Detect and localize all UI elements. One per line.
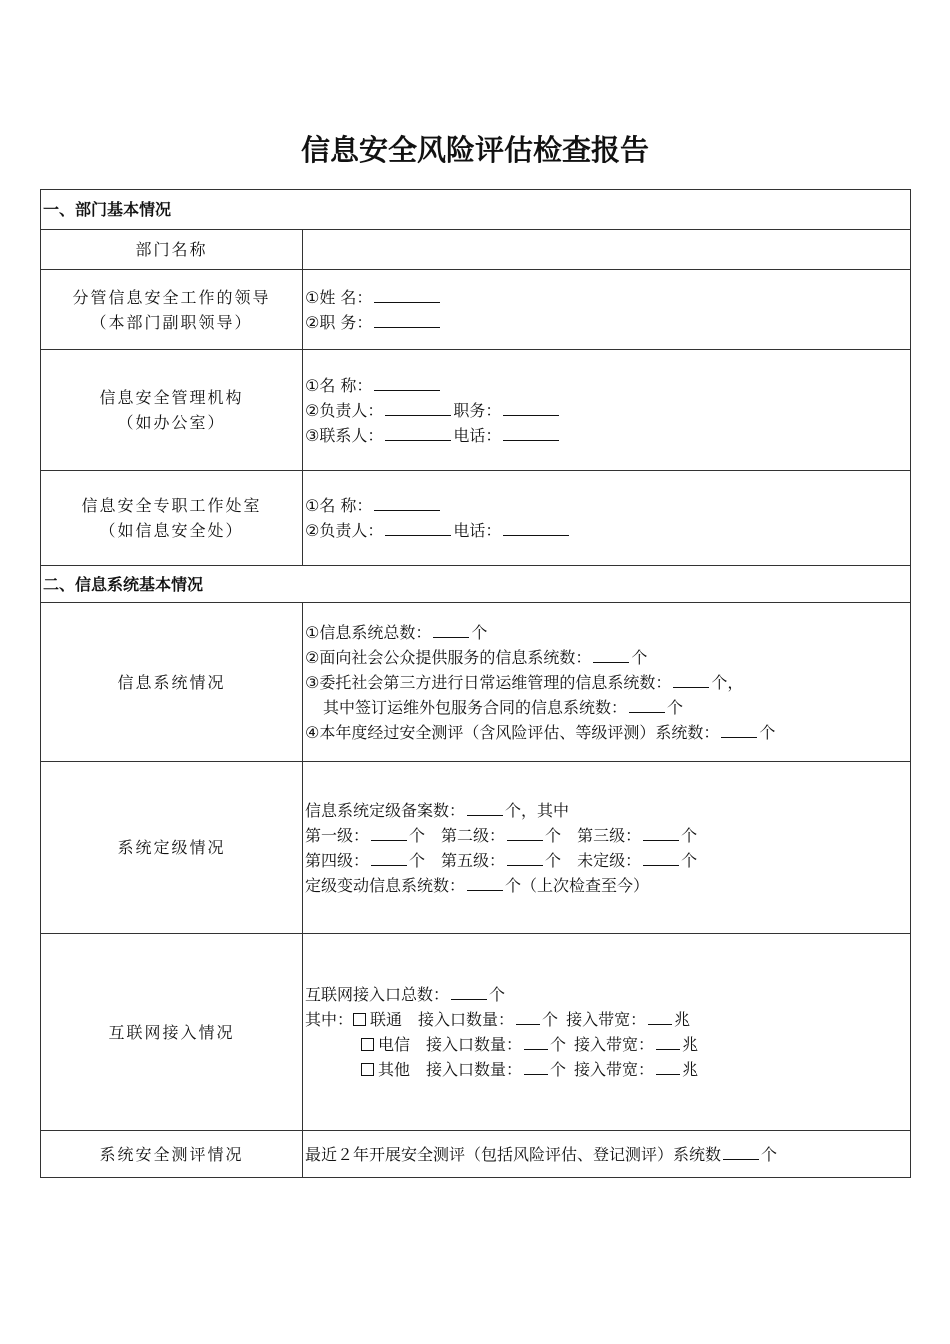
row-internet <box>41 934 911 1131</box>
unit-text: 个 <box>550 1035 567 1054</box>
telecom-checkbox[interactable] <box>361 1038 374 1051</box>
level2-blank[interactable] <box>507 824 543 841</box>
systems-public-blank[interactable] <box>593 646 629 663</box>
systems-outsourced-blank[interactable] <box>673 671 709 688</box>
org-contact-label: ③联系人： <box>305 425 384 445</box>
row-leader <box>41 270 911 350</box>
level5-label: 第五级： <box>441 850 506 870</box>
section-dept-header <box>41 190 911 230</box>
level5-blank[interactable] <box>507 849 543 866</box>
eval-text: 最近２年开展安全测评（包括风险评估、登记测评）系统数 <box>305 1144 722 1164</box>
leader-title-blank[interactable] <box>374 311 440 328</box>
level1-label: 第一级： <box>305 825 370 845</box>
office-head-label: ②负责人： <box>305 521 384 540</box>
unit-text: 个（上次检查至今） <box>505 875 650 895</box>
internet-prefix: 其中： <box>305 1010 354 1029</box>
other-isp-checkbox[interactable] <box>361 1063 374 1076</box>
bandwidth-label: 接入带宽： <box>566 1010 647 1029</box>
row-org <box>41 350 911 471</box>
unicom-label: 联通 <box>370 1010 403 1029</box>
internet-fields <box>303 934 911 1131</box>
internet-total-blank[interactable] <box>451 983 487 1000</box>
telecom-bandwidth-blank[interactable] <box>656 1033 680 1050</box>
internet-label: 互联网接入情况 <box>41 934 303 1131</box>
systems-public-label: ②面向社会公众提供服务的信息系统数： <box>305 647 592 667</box>
ports-label: 接入口数量： <box>418 1010 515 1029</box>
unit-text: 个 <box>759 722 776 742</box>
section-heading: 一、部门基本情况 <box>41 190 911 230</box>
level3-blank[interactable] <box>643 824 679 841</box>
row-systems <box>41 603 911 762</box>
row-grading <box>41 762 911 934</box>
level1-blank[interactable] <box>371 824 407 841</box>
level2-label: 第二级： <box>441 825 506 845</box>
unit-text: 个，其中 <box>505 800 570 820</box>
other-isp-label: 其他 <box>378 1060 411 1079</box>
leader-name-label: ①姓 名： <box>305 287 373 307</box>
org-label-line1: 信息安全管理机构 <box>99 388 244 407</box>
report-form <box>40 189 911 1178</box>
office-head-blank[interactable] <box>385 519 451 536</box>
eval-label: 系统安全测评情况 <box>41 1131 303 1178</box>
other-ports-blank[interactable] <box>524 1058 548 1075</box>
bandwidth-label: 接入带宽： <box>574 1035 655 1054</box>
unicom-ports-blank[interactable] <box>516 1008 540 1025</box>
telecom-label: 电信 <box>378 1035 411 1054</box>
systems-total-label: ①信息系统总数： <box>305 622 432 642</box>
unit-text: 个 <box>631 647 648 667</box>
other-bandwidth-blank[interactable] <box>656 1058 680 1075</box>
unit-text: 个 <box>681 850 698 870</box>
eval-fields <box>303 1131 911 1178</box>
internet-total-label: 互联网接入口总数： <box>305 985 450 1004</box>
grading-changed-label: 定级变动信息系统数： <box>305 875 466 895</box>
ports-label: 接入口数量： <box>426 1060 523 1079</box>
grading-filed-label: 信息系统定级备案数： <box>305 800 466 820</box>
unit-text: 个 <box>489 985 506 1004</box>
systems-evaluated-blank[interactable] <box>721 721 757 738</box>
leader-fields <box>303 270 911 350</box>
ungraded-blank[interactable] <box>643 849 679 866</box>
org-phone-blank[interactable] <box>503 424 559 441</box>
leader-title-label: ②职 务： <box>305 312 373 332</box>
org-head-title-blank[interactable] <box>503 399 559 416</box>
org-head-label: ②负责人： <box>305 400 384 420</box>
eval-count-blank[interactable] <box>723 1143 759 1160</box>
unit-text: 个 <box>550 1060 567 1079</box>
level4-label: 第四级： <box>305 850 370 870</box>
grading-fields <box>303 762 911 934</box>
systems-contract-blank[interactable] <box>629 696 665 713</box>
org-fields <box>303 350 911 471</box>
org-head-blank[interactable] <box>385 399 451 416</box>
office-fields <box>303 471 911 566</box>
grading-changed-blank[interactable] <box>467 874 503 891</box>
unit-text: 个 <box>471 622 488 642</box>
unicom-bandwidth-blank[interactable] <box>648 1008 672 1025</box>
systems-contract-label: 其中签订运维外包服务合同的信息系统数： <box>323 697 628 717</box>
office-name-label: ①名 称： <box>305 496 373 515</box>
org-name-label: ①名 称： <box>305 375 373 395</box>
mbps-unit: 兆 <box>682 1035 699 1054</box>
unit-text: 个 <box>667 697 684 717</box>
systems-label: 信息系统情况 <box>41 603 303 762</box>
level4-blank[interactable] <box>371 849 407 866</box>
section-systems-header <box>41 566 911 603</box>
unit-text: 个 <box>409 825 426 845</box>
office-name-blank[interactable] <box>374 494 440 511</box>
row-office <box>41 471 911 566</box>
office-label-line2: （如信息安全处） <box>99 521 244 540</box>
ungraded-label: 未定级： <box>577 850 642 870</box>
grading-label: 系统定级情况 <box>41 762 303 934</box>
leader-label-line1: 分管信息安全工作的领导 <box>72 287 271 307</box>
systems-total-blank[interactable] <box>433 621 469 638</box>
section-heading: 二、信息系统基本情况 <box>41 566 911 603</box>
unit-text: 个 <box>545 850 562 870</box>
systems-evaluated-label: ④本年度经过安全测评（含风险评估、等级评测）系统数： <box>305 722 720 742</box>
dept-name-field[interactable] <box>303 230 911 270</box>
page-title: 信息安全风险评估检查报告 <box>300 133 649 167</box>
org-label <box>41 350 303 471</box>
unit-text: 个 <box>681 825 698 845</box>
leader-label <box>41 270 303 350</box>
mbps-unit: 兆 <box>674 1010 691 1029</box>
org-label-line2: （如办公室） <box>117 413 226 432</box>
unit-text: 个 <box>761 1144 778 1164</box>
grading-filed-blank[interactable] <box>467 799 503 816</box>
unit-text: 个 <box>542 1010 559 1029</box>
row-dept-name <box>41 230 911 270</box>
row-eval <box>41 1131 911 1178</box>
leader-label-line2: （本部门副职领导） <box>90 312 253 332</box>
unit-text: 个 <box>545 825 562 845</box>
org-contact-blank[interactable] <box>385 424 451 441</box>
org-name-blank[interactable] <box>374 374 440 391</box>
systems-fields <box>303 603 911 762</box>
org-phone-label: 电话： <box>453 425 502 445</box>
telecom-ports-blank[interactable] <box>524 1033 548 1050</box>
office-phone-blank[interactable] <box>503 519 569 536</box>
dept-name-label: 部门名称 <box>41 230 303 270</box>
office-label-line1: 信息安全专职工作处室 <box>81 496 262 515</box>
office-phone-label: 电话： <box>453 521 502 540</box>
unicom-checkbox[interactable] <box>353 1013 366 1026</box>
mbps-unit: 兆 <box>682 1060 699 1079</box>
systems-outsourced-label: ③委托社会第三方进行日常运维管理的信息系统数： <box>305 672 672 692</box>
unit-text: 个， <box>711 672 744 692</box>
level3-label: 第三级： <box>577 825 642 845</box>
ports-label: 接入口数量： <box>426 1035 523 1054</box>
unit-text: 个 <box>409 850 426 870</box>
leader-name-blank[interactable] <box>374 286 440 303</box>
org-head-title-label: 职务： <box>453 400 502 420</box>
bandwidth-label: 接入带宽： <box>574 1060 655 1079</box>
office-label <box>41 471 303 566</box>
